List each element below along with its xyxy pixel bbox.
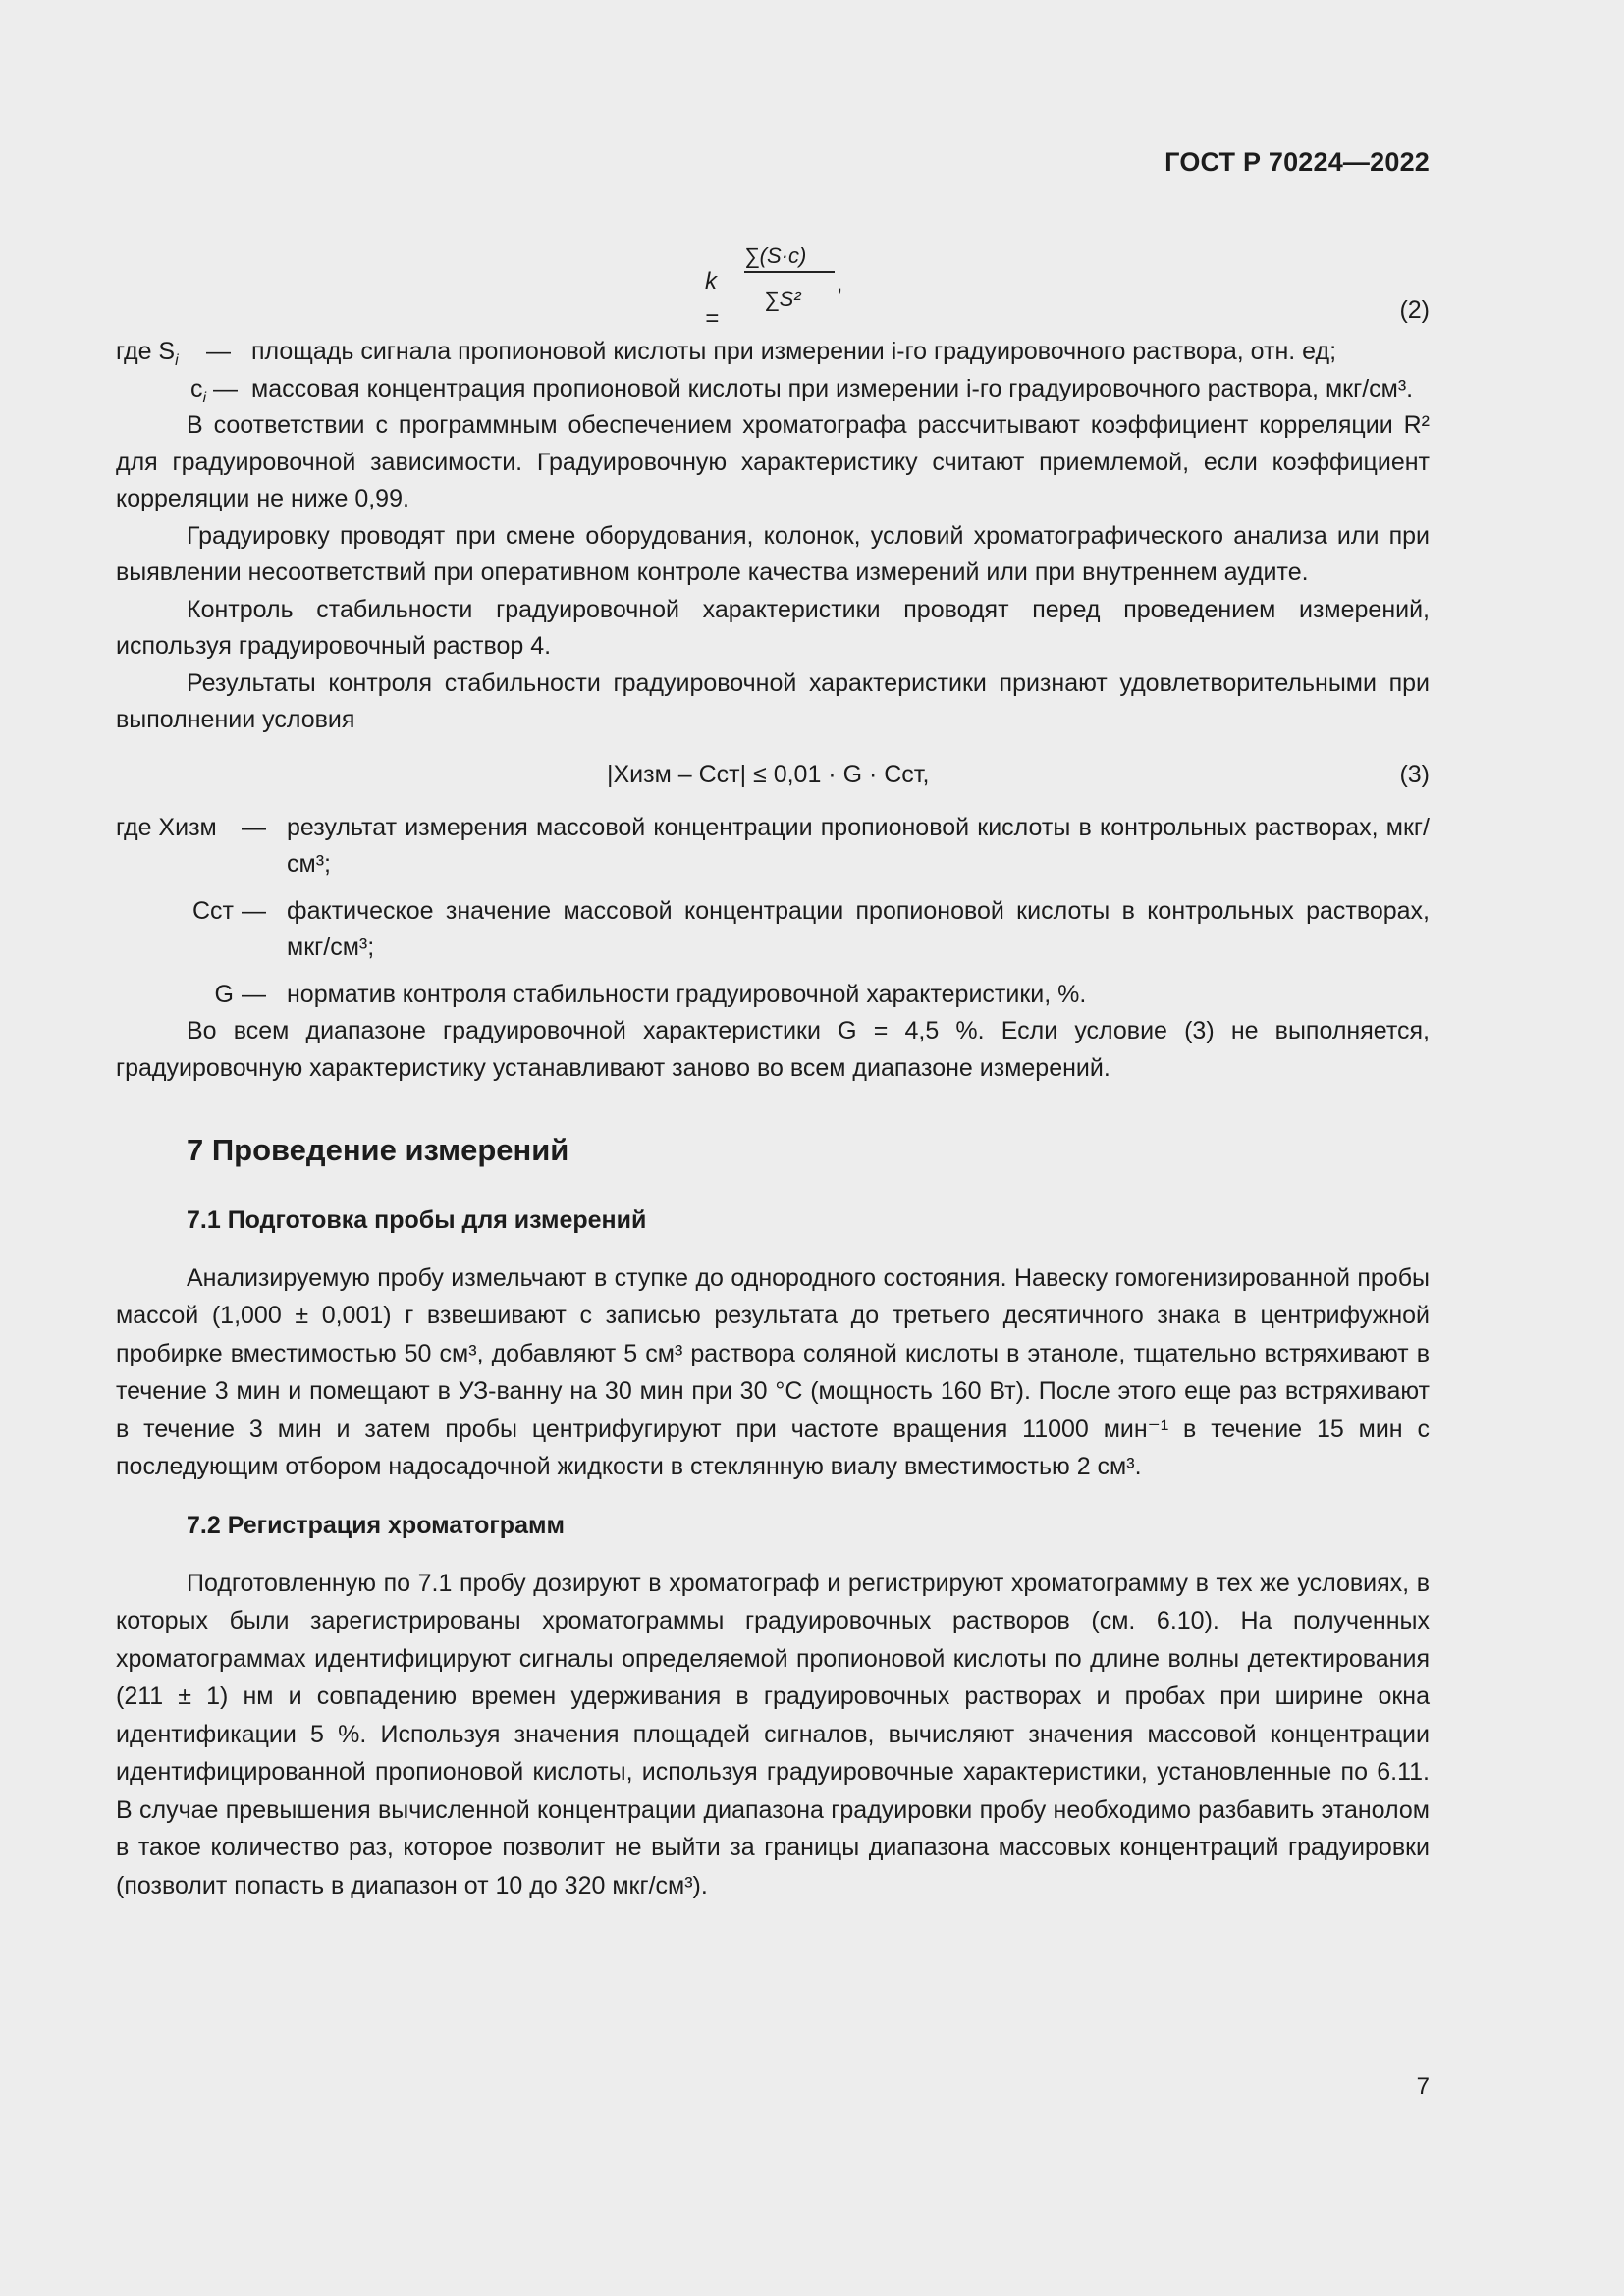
definition-symbol: Cст	[191, 896, 234, 925]
paragraph: Контроль стабильности градуировочной характеристики проводят перед проведением измерений, используя градуировочный раствор 4.	[116, 595, 1430, 660]
formula-numerator: ∑(S·c)	[744, 243, 807, 268]
definition-dash: —	[212, 374, 238, 402]
formula-2	[116, 218, 1430, 332]
definition-dash: —	[206, 338, 231, 365]
definition-dash: —	[242, 980, 266, 1008]
fraction-bar	[744, 271, 835, 273]
definition-text: результат измерения массовой концентрации пропионовой кислоты в контрольных растворах, мкг/см³;	[287, 813, 1430, 878]
definition-text: фактическое значение массовой концентрации пропионовой кислоты в контрольных растворах, мкг/см³;	[287, 896, 1430, 961]
formula-denominator: ∑S²	[764, 287, 801, 311]
definition-text: площадь сигнала пропионовой кислоты при измерении i-го градуировочного раствора, отн. ед;	[251, 338, 1337, 365]
formula-3	[116, 757, 1430, 810]
formula-expression: |Xизм – Cст| ≤ 0,01 · G · Cст,	[607, 760, 930, 788]
section-7	[116, 1132, 1430, 1904]
paragraph: Результаты контроля стабильности градуировочной характеристики признают удовлетворительными при выполнении условия	[116, 668, 1430, 733]
definition-symbol: где $S_i$	[116, 338, 179, 369]
subsection-title-7-1: 7.1 Подготовка пробы для измерений	[187, 1205, 647, 1234]
definition-symbol: G	[214, 980, 234, 1008]
subsection-title-7-2: 7.2 Регистрация хроматограмм	[187, 1511, 565, 1539]
definition-si	[116, 334, 1430, 371]
page-number: 7	[1416, 2073, 1430, 2100]
paragraph: Во всем диапазоне градуировочной характеристики G = 4,5 %. Если условие (3) не выполняется, градуировочную характеристику устанавливают заново во всем диапазоне измерений.	[116, 1017, 1430, 1082]
definition-text: массовая концентрация пропионовой кислоты при измерении i-го градуировочного раствора, мкг/см³.	[251, 374, 1414, 402]
formula-comma: ,	[837, 271, 843, 295]
subsection-text-7-2: Подготовленную по 7.1 пробу дозируют в хроматограф и регистрируют хроматограмму в тех же условиях, в которых были зарегистрированы хроматограммы градуировочных растворов (см. 6.10). На полученных хроматограммах идентифицируют сигналы определяемой пропионовой кислоты по длине волны детектирования (211 ± 1) нм и совпадению времен удерживания в градуировочных растворах и пробах при ширине окна идентификации 5 %. Используя значения площадей сигналов, вычисляют значения массовой концентрации идентифицированной пропионовой кислоты, используя градуировочные характеристики, установленные по 6.11. В случае превышения вычисленной концентрации диапазона градуировки пробу необходимо разбавить этанолом в такое количество раз, которое позволит не выйти за границы диапазона массовых концентраций градуировки (позволит попасть в диапазон от 10 до 320 мкг/см³).	[116, 1569, 1430, 1899]
definition-symbol: $c_i$	[189, 374, 206, 406]
paragraph: Градуировку проводят при смене оборудования, колонок, условий хроматографического анализа или при выявлении несоответствий при оперативном контроле качества измерений или при внутреннем аудите.	[116, 521, 1430, 586]
document-header: ГОСТ Р 70224—2022	[1164, 147, 1430, 177]
formula-lhs: k =	[705, 268, 720, 332]
definition-xizm	[116, 810, 1430, 883]
equation-number-2: (2)	[1399, 296, 1430, 324]
definition-symbol: где Xизм	[116, 813, 217, 841]
definition-dash: —	[242, 896, 266, 925]
definition-g	[116, 977, 1430, 1014]
paragraph: В соответствии с программным обеспечением хроматографа рассчитывают коэффициент корреляции R² для градуировочной зависимости. Градуировочную характеристику считают приемлемой, если коэффициент корреляции не ниже 0,99.	[116, 411, 1430, 512]
definition-text: норматив контроля стабильности градуировочной характеристики, %.	[287, 980, 1087, 1008]
subsection-text-7-1: Анализируемую пробу измельчают в ступке до однородного состояния. Навеску гомогенизированной пробы массой (1,000 ± 0,001) г взвешивают с записью результата до третьего десятичного знака в центрифужной пробирке вместимостью 50 см³, добавляют 5 см³ раствора соляной кислоты в этаноле, тщательно встряхивают в течение 3 мин и помещают в УЗ-ванну на 30 мин при 30 °С (мощность 160 Вт). После этого еще раз встряхивают в течение 3 мин и затем пробы центрифугируют при частоте вращения 11000 мин⁻¹ в течение 15 мин с последующим отбором надосадочной жидкости в стеклянную виалу вместимостью 2 см³.	[116, 1263, 1430, 1480]
definition-ci	[116, 371, 1430, 408]
equation-number-3: (3)	[1399, 760, 1430, 788]
definition-dash: —	[242, 813, 266, 841]
document-body	[116, 218, 1430, 1904]
definition-cst	[116, 893, 1430, 967]
section-title: 7 Проведение измерений	[187, 1133, 569, 1167]
